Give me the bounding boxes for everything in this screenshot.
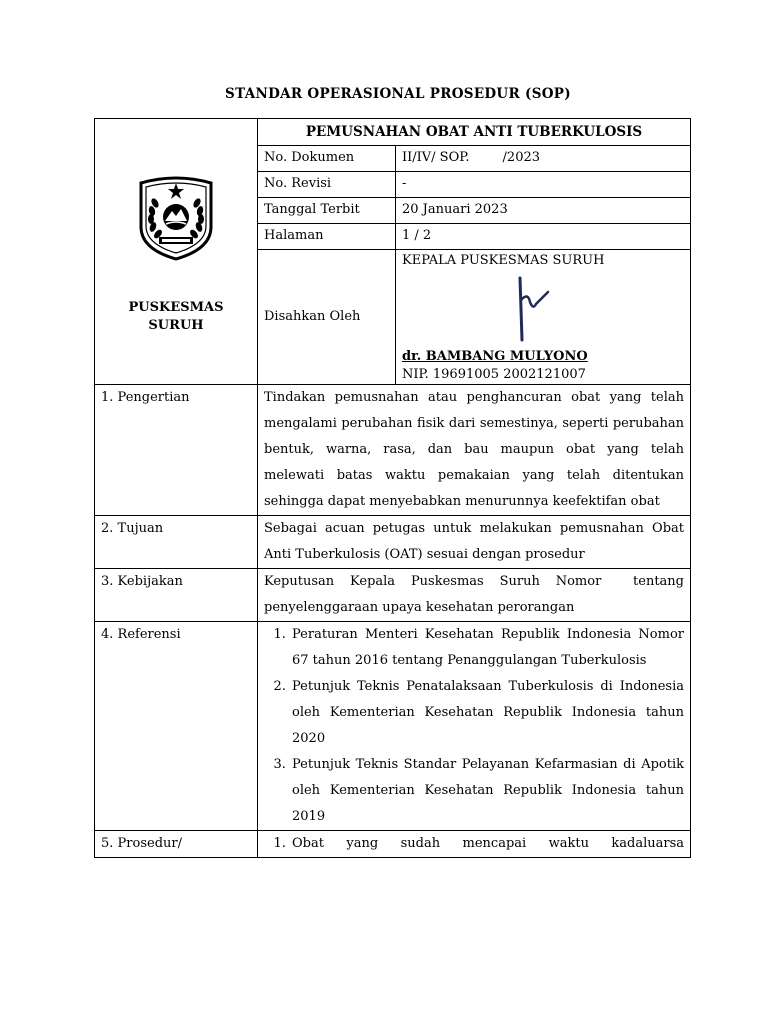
meta-value: II/IV/ SOP. /2023 bbox=[396, 146, 691, 172]
meta-value: 1 / 2 bbox=[396, 224, 691, 250]
list-item: 3. Petunjuk Teknis Standar Pelayanan Kefarmasian di Apotik oleh Kementerian Kesehatan Republik Indonesia tahun 2019 bbox=[290, 752, 684, 830]
meta-label: Halaman bbox=[258, 224, 396, 250]
document-title: STANDAR OPERASIONAL PROSEDUR (SOP) bbox=[225, 86, 571, 102]
organization-name-line1: PUSKESMAS bbox=[128, 299, 224, 315]
signer-nip: NIP. 19691005 2002121007 bbox=[402, 367, 586, 382]
section-text: Tindakan pemusnahan atau penghancuran obat yang telah mengalami perubahan fisik dari semestinya, seperti perubahan bentuk, warna, rasa, dan bau maupun obat yang telah melewati batas waktu pemakaian yang telah ditentukan sehingga dapat menyebabkan menurunnya keefektifan obat bbox=[258, 385, 691, 516]
section-text: Keputusan Kepala Puskesmas Suruh Nomor tentang penyelenggaraan upaya kesehatan perorangan bbox=[258, 569, 691, 622]
list-item: 1. Obat yang sudah mencapai waktu kadaluarsa bbox=[290, 831, 684, 857]
section-label: 3. Kebijakan bbox=[95, 569, 258, 622]
meta-value: - bbox=[396, 172, 691, 198]
organization-name-line2: SURUH bbox=[148, 317, 204, 333]
section-label: 4. Referensi bbox=[95, 622, 258, 831]
list-item: 1. Peraturan Menteri Kesehatan Republik Indonesia Nomor 67 tahun 2016 tentang Penanggulangan Tuberkulosis bbox=[290, 622, 684, 674]
signature-icon bbox=[402, 270, 684, 348]
list-item: 2. Petunjuk Teknis Penatalaksaan Tuberkulosis di Indonesia oleh Kementerian Kesehatan Republik Indonesia tahun 2020 bbox=[290, 674, 684, 752]
approval-position: KEPALA PUSKESMAS SURUH bbox=[402, 253, 605, 268]
section-tujuan bbox=[95, 516, 691, 569]
section-text: Sebagai acuan petugas untuk melakukan pemusnahan Obat Anti Tuberkulosis (OAT) sesuai dengan prosedur bbox=[258, 516, 691, 569]
meta-label: No. Revisi bbox=[258, 172, 396, 198]
reference-list-cell bbox=[258, 622, 691, 831]
signer-name: dr. BAMBANG MULYONO bbox=[402, 349, 588, 364]
section-prosedur bbox=[95, 831, 691, 858]
meta-label: Tanggal Terbit bbox=[258, 198, 396, 224]
section-label: 2. Tujuan bbox=[95, 516, 258, 569]
approval-cell bbox=[396, 250, 691, 385]
meta-value: 20 Januari 2023 bbox=[396, 198, 691, 224]
approval-label: Disahkan Oleh bbox=[258, 250, 396, 385]
procedure-list-cell bbox=[258, 831, 691, 858]
section-kebijakan bbox=[95, 569, 691, 622]
procedure-title: PEMUSNAHAN OBAT ANTI TUBERKULOSIS bbox=[258, 119, 691, 146]
section-pengertian bbox=[95, 385, 691, 516]
regency-emblem-icon bbox=[135, 169, 217, 273]
meta-label: No. Dokumen bbox=[258, 146, 396, 172]
procedure-list bbox=[264, 831, 684, 857]
reference-list bbox=[264, 622, 684, 830]
sop-table bbox=[94, 118, 691, 858]
logo-cell bbox=[95, 119, 258, 385]
section-label: 5. Prosedur/ bbox=[95, 831, 258, 858]
section-referensi bbox=[95, 622, 691, 831]
section-label: 1. Pengertian bbox=[95, 385, 258, 516]
